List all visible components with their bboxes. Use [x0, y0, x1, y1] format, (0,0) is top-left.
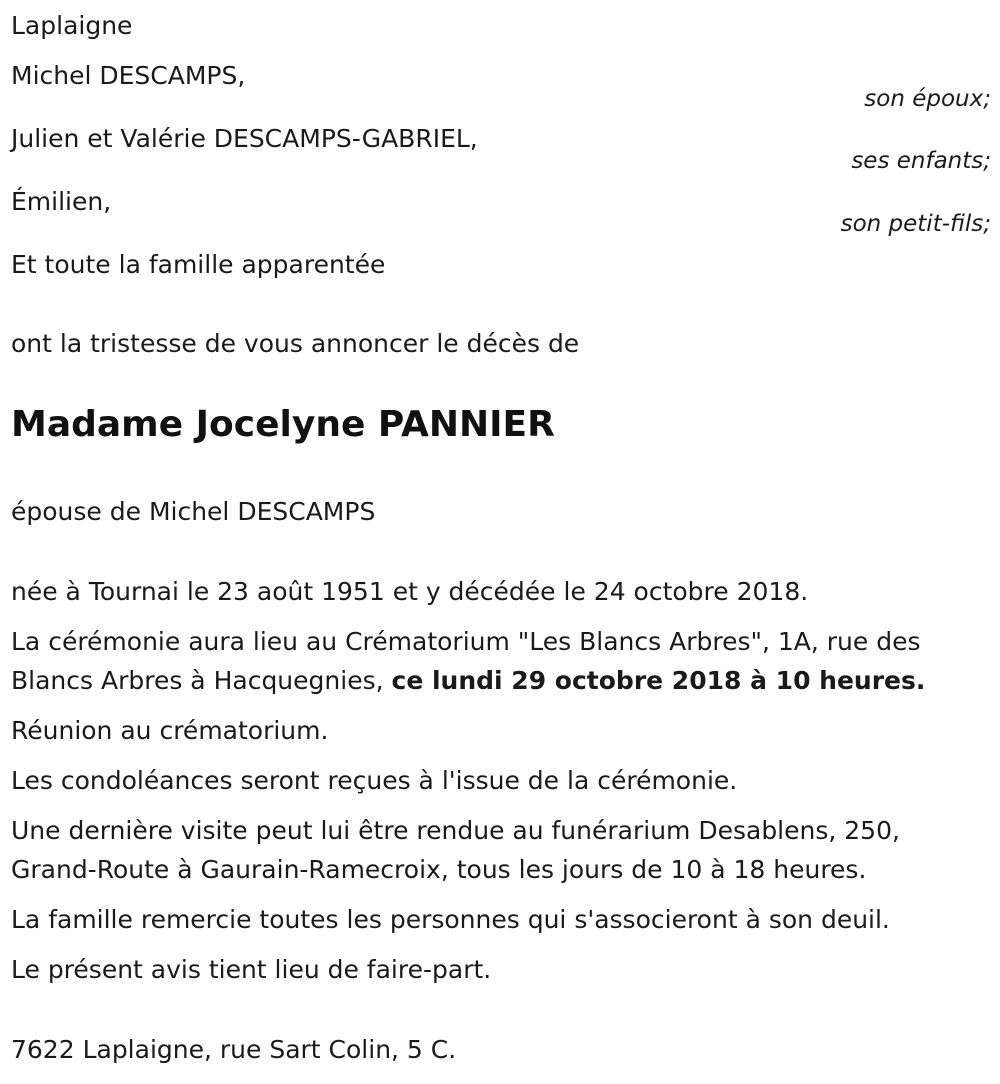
notice-line: Le présent avis tient lieu de faire-part. — [11, 955, 492, 984]
birth-death-line: née à Tournai le 23 août 1951 et y décédée le 24 octobre 2018. — [11, 577, 809, 606]
ceremony-line-2 — [11, 661, 986, 700]
children-name: Julien et Valérie DESCAMPS-GABRIEL, — [11, 124, 478, 153]
visit-line-2: Grand-Route à Gaurain-Ramecroix, tous les jours de 10 à 18 heures. — [11, 855, 867, 884]
ceremony-date: ce lundi 29 octobre 2018 à 10 heures. — [391, 666, 926, 695]
spouse-name: Michel DESCAMPS, — [11, 61, 246, 90]
visit-line-1: Une dernière visite peut lui être rendue au funérarium Desablens, 250, — [11, 816, 900, 845]
announcement-text: ont la tristesse de vous annoncer le décès de — [11, 329, 580, 358]
condolences-line: Les condoléances seront reçues à l'issue de la cérémonie. — [11, 766, 738, 795]
spouse-role: son époux; — [864, 86, 991, 112]
relatives-line: Et toute la famille apparentée — [11, 250, 386, 279]
deceased-name: Madame Jocelyne PANNIER — [11, 404, 555, 445]
grandchild-name: Émilien, — [11, 187, 112, 216]
grandchild-role: son petit-fils; — [840, 211, 991, 237]
ceremony-location: Blancs Arbres à Hacquegnies, — [11, 666, 392, 695]
address-line: 7622 Laplaigne, rue Sart Colin, 5 C. — [11, 1035, 457, 1064]
ceremony-line-1: La cérémonie aura lieu au Crématorium "Les Blancs Arbres", 1A, rue des — [11, 627, 921, 656]
village-name: Laplaigne — [11, 11, 133, 40]
ceremony-paragraph — [11, 622, 986, 700]
children-role: ses enfants; — [851, 148, 991, 174]
visit-paragraph — [11, 811, 986, 889]
spouse-of-line: épouse de Michel DESCAMPS — [11, 497, 376, 526]
thanks-line: La famille remercie toutes les personnes qui s'associeront à son deuil. — [11, 905, 890, 934]
reunion-line: Réunion au crématorium. — [11, 716, 329, 745]
